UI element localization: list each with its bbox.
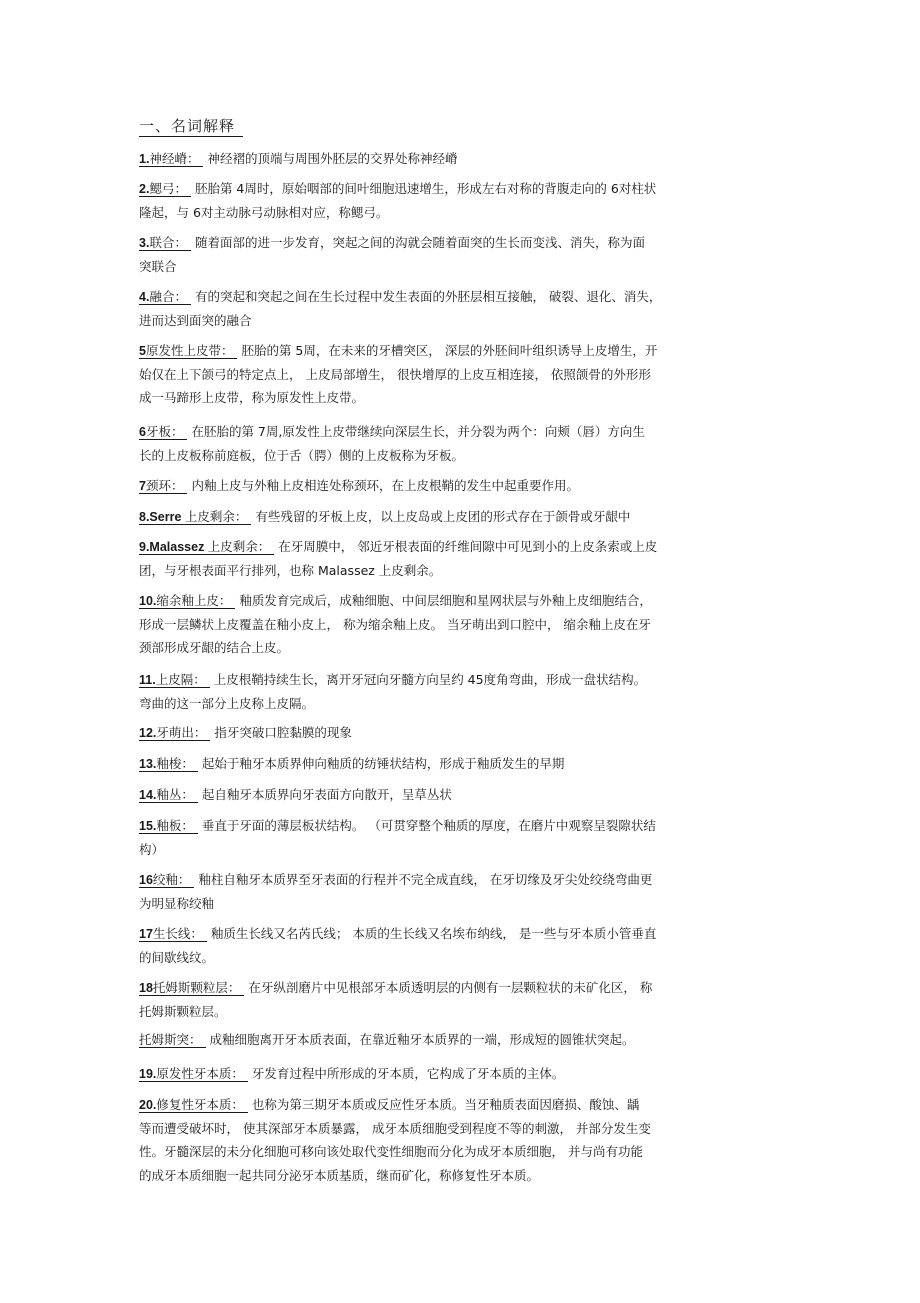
definition-line <box>139 946 787 970</box>
term-label <box>139 872 194 888</box>
definition-line <box>139 838 787 862</box>
glossary-entry <box>139 474 787 498</box>
definition-text: 在胚胎的第 7周,原发性上皮带继续向深层生长，并分裂为两个：向颊（唇）方向生 <box>191 424 645 439</box>
definition-line <box>139 255 787 279</box>
glossary-entry <box>139 922 787 969</box>
term-text: 颈环： <box>145 478 184 493</box>
glossary-entry <box>139 814 787 861</box>
definition-line <box>139 1164 787 1188</box>
term-number: 6 <box>139 425 146 439</box>
definition-text: 有的突起和突起之间在生长过程中发生表面的外胚层相互接触， 破裂、退化、消失， <box>194 289 662 304</box>
glossary-entry <box>139 783 787 807</box>
term-text: 上皮剩余： <box>184 509 248 524</box>
definition-line <box>139 752 787 776</box>
glossary-entry <box>139 285 787 332</box>
term-label <box>139 672 210 688</box>
definition-line <box>139 589 787 613</box>
glossary-entry <box>139 1062 787 1086</box>
definition-text: 起自釉牙本质界向牙表面方向散开，呈草丛状 <box>201 787 452 802</box>
definition-line <box>139 922 787 946</box>
term-text: 神经嵴： <box>149 151 200 166</box>
term-label <box>139 926 207 942</box>
term-number: 16 <box>139 873 153 887</box>
term-label <box>139 181 191 197</box>
definition-text: 随着面部的进一步发育，突起之间的沟就会随着面突的生长而变浅、消失，称为面 <box>194 235 645 250</box>
term-text: 生长线： <box>152 926 203 941</box>
definition-line <box>139 420 787 444</box>
term-text: 牙萌出： <box>156 725 207 740</box>
definition-text: 指牙突破口腔黏膜的现象 <box>214 725 352 740</box>
definition-text: 为明显称绞釉 <box>139 895 215 911</box>
definition-line <box>139 231 787 255</box>
definition-line <box>139 386 787 410</box>
term-number: 5 <box>139 344 146 358</box>
definition-text: 胚胎第 4周时，原始咽部的间叶细胞迅速增生，形成左右对称的背腹走向的 6对柱状 <box>194 181 657 196</box>
glossary-entry <box>139 177 787 224</box>
definition-line <box>139 1093 787 1117</box>
definition-line <box>139 201 787 225</box>
term-number: 11. <box>139 673 156 687</box>
definition-line <box>139 636 787 660</box>
definition-line <box>139 1117 787 1141</box>
term-label <box>139 539 274 555</box>
definition-text: 在牙纵剖磨片中见根部牙本质透明层的内侧有一层颗粒状的未矿化区， 称 <box>248 980 653 995</box>
term-label <box>139 818 198 834</box>
term-label <box>139 343 237 359</box>
term-number: 15. <box>139 819 157 833</box>
term-label <box>139 478 187 494</box>
definition-line <box>139 613 787 637</box>
term-text: 鳃弓： <box>149 181 187 196</box>
term-label <box>139 980 244 996</box>
term-label <box>139 756 198 772</box>
definition-text: 隆起，与 6对主动脉弓动脉相对应，称鳃弓。 <box>139 204 389 220</box>
definition-text: 上皮根鞘持续生长，离开牙冠向牙髓方向呈约 45度角弯曲，形成一盘状结构。 <box>213 672 647 687</box>
definition-line <box>139 505 787 529</box>
term-number: 14. <box>139 788 157 802</box>
definition-text: 颈部形成牙龈的结合上皮。 <box>139 640 290 655</box>
definition-line <box>139 535 787 559</box>
term-number: 18 <box>139 981 153 995</box>
term-number: 19. <box>139 1067 157 1081</box>
glossary-entry <box>139 505 787 529</box>
definition-line <box>139 668 787 692</box>
definition-text: 胚胎的第 5周，在未来的牙槽突区， 深层的外胚间叶组织诱导上皮增生，开 <box>241 343 658 358</box>
glossary-entry <box>139 752 787 776</box>
glossary-entry <box>139 1093 787 1187</box>
section-title: 一、名词解释 <box>139 116 243 137</box>
term-text: 上皮隔： <box>155 672 206 687</box>
term-label <box>139 593 235 609</box>
glossary-entry <box>139 868 787 915</box>
term-number: 8.Serre <box>139 510 185 524</box>
term-number: 7 <box>139 479 146 493</box>
definition-line <box>139 868 787 892</box>
term-text: 缩余釉上皮： <box>156 593 232 608</box>
definition-text: 等而遭受破坏时， 使其深部牙本质暴露， 成牙本质细胞受到程度不等的刺激， 并部分发生变 <box>139 1120 651 1136</box>
definition-text: 形成一层鳞状上皮覆盖在釉小皮上， 称为缩余釉上皮。 当牙萌出到口腔中， 缩余釉上皮在牙 <box>139 616 651 632</box>
definition-text: 釉质生长线又名芮氏线； 本质的生长线又名埃布纳线， 是一些与牙本质小管垂直 <box>210 926 657 941</box>
term-text: 釉丛： <box>156 787 194 802</box>
definition-text: 弯曲的这一部分上皮称上皮隔。 <box>139 695 315 711</box>
definition-text: 神经褶的顶端与周围外胚层的交界处称神经嵴 <box>207 151 458 166</box>
definition-line <box>139 1140 787 1164</box>
term-number: 9.Malassez <box>139 540 208 554</box>
term-number: 4. <box>139 290 150 304</box>
definition-text: 内釉上皮与外釉上皮相连处称颈环，在上皮根鞘的发生中起重要作用。 <box>191 478 579 493</box>
term-text: 融合： <box>149 289 187 304</box>
term-number: 2. <box>139 182 150 196</box>
definition-text: 进而达到面突的融合 <box>139 312 252 328</box>
definition-line <box>139 309 787 333</box>
definition-text: 成一马蹄形上皮带，称为原发性上皮带。 <box>139 390 365 405</box>
definition-line <box>139 814 787 838</box>
glossary-entry <box>139 535 787 582</box>
definition-text: 成釉细胞离开牙本质表面，在靠近釉牙本质界的一端，形成短的圆锥状突起。 <box>209 1032 635 1047</box>
glossary-entry <box>139 231 787 278</box>
definition-line <box>139 783 787 807</box>
term-text: 托姆斯突： <box>139 1032 202 1047</box>
definition-text: 在牙周膜中， 邻近牙根表面的纤维间隙中可见到小的上皮条索或上皮 <box>278 539 658 554</box>
term-label <box>139 1066 248 1082</box>
definition-line <box>139 1062 787 1086</box>
definition-text: 也称为第三期牙本质或反应性牙本质。当牙釉质表面因磨损、酸蚀、龋 <box>251 1097 640 1112</box>
term-label <box>139 787 198 803</box>
definition-line <box>139 976 787 1000</box>
glossary-entry <box>139 721 787 745</box>
term-number: 13. <box>139 757 157 771</box>
definition-line <box>139 559 787 583</box>
term-label <box>139 509 251 525</box>
definition-line <box>139 474 787 498</box>
definition-line <box>139 363 787 387</box>
definition-text: 托姆斯颗粒层。 <box>139 1003 227 1019</box>
definition-line <box>139 285 787 309</box>
definition-text: 垂直于牙面的薄层板状结构。 （可贯穿整个釉质的厚度，在磨片中观察呈裂隙状结 <box>201 818 656 833</box>
term-text: 修复性牙本质： <box>156 1097 244 1112</box>
definition-text: 始仅在上下颌弓的特定点上， 上皮局部增生， 很快增厚的上皮互相连接， 依照颌骨的外形形 <box>139 366 651 382</box>
definition-text: 起始于釉牙本质界伸向釉质的纺锤状结构，形成于釉质发生的早期 <box>201 756 565 771</box>
term-label <box>139 1097 248 1113</box>
term-label <box>139 725 210 741</box>
definition-line <box>139 1028 787 1052</box>
term-label <box>139 1032 206 1048</box>
term-label <box>139 424 187 440</box>
term-number: 17 <box>139 927 153 941</box>
term-text: 原发性上皮带： <box>145 343 234 358</box>
glossary-entry <box>139 668 787 715</box>
definition-text: 团，与牙根表面平行排列，也称 Malassez 上皮剩余。 <box>139 562 442 578</box>
definition-text: 性。牙髓深层的未分化细胞可移向该处取代变性细胞而分化为成牙本质细胞， 并与尚有功能 <box>139 1144 643 1159</box>
definition-line <box>139 721 787 745</box>
term-number: 10. <box>139 594 157 608</box>
definition-line <box>139 444 787 468</box>
definition-text: 有些残留的牙板上皮，以上皮岛或上皮团的形式存在于颌骨或牙龈中 <box>255 509 631 524</box>
term-number: 3. <box>139 236 150 250</box>
term-text: 牙板： <box>145 424 184 439</box>
definition-line <box>139 147 787 171</box>
definition-text: 的间歇线纹。 <box>139 949 215 965</box>
definition-text: 长的上皮板称前庭板，位于舌（腭）侧的上皮板称为牙板。 <box>139 447 465 463</box>
definition-line <box>139 177 787 201</box>
definition-text: 牙发育过程中所形成的牙本质，它构成了牙本质的主体。 <box>251 1066 565 1081</box>
term-text: 托姆斯颗粒层： <box>152 980 241 995</box>
glossary-entry <box>139 976 787 1023</box>
term-number: 20. <box>139 1098 157 1112</box>
glossary-entry <box>139 1028 787 1052</box>
term-label <box>139 151 203 167</box>
term-text: 原发性牙本质： <box>156 1066 244 1081</box>
term-number: 1. <box>139 152 150 166</box>
glossary-entry <box>139 147 787 171</box>
definition-text: 的成牙本质细胞一起共同分泌牙本质基质，继而矿化，称修复性牙本质。 <box>139 1167 540 1183</box>
term-text: 上皮剩余： <box>207 539 271 554</box>
term-label <box>139 289 191 305</box>
term-text: 釉板： <box>156 818 194 833</box>
glossary-entry <box>139 589 787 660</box>
term-text: 釉梭： <box>156 756 194 771</box>
definition-text: 釉柱自釉牙本质界至牙表面的行程并不完全成直线， 在牙切缘及牙尖处绞绕弯曲更 <box>198 872 653 887</box>
glossary-entry <box>139 420 787 467</box>
definition-line <box>139 339 787 363</box>
term-text: 联合： <box>149 235 187 250</box>
definition-text: 突联合 <box>139 258 177 274</box>
glossary-entry <box>139 339 787 410</box>
term-number: 12. <box>139 726 157 740</box>
definition-text: 构） <box>139 841 165 857</box>
term-text: 绞釉： <box>152 872 191 887</box>
definition-line <box>139 1000 787 1024</box>
definition-line <box>139 892 787 916</box>
definition-line <box>139 692 787 716</box>
term-label <box>139 235 191 251</box>
definition-text: 釉质发育完成后，成釉细胞、中间层细胞和星网状层与外釉上皮细胞结合， <box>239 593 652 608</box>
